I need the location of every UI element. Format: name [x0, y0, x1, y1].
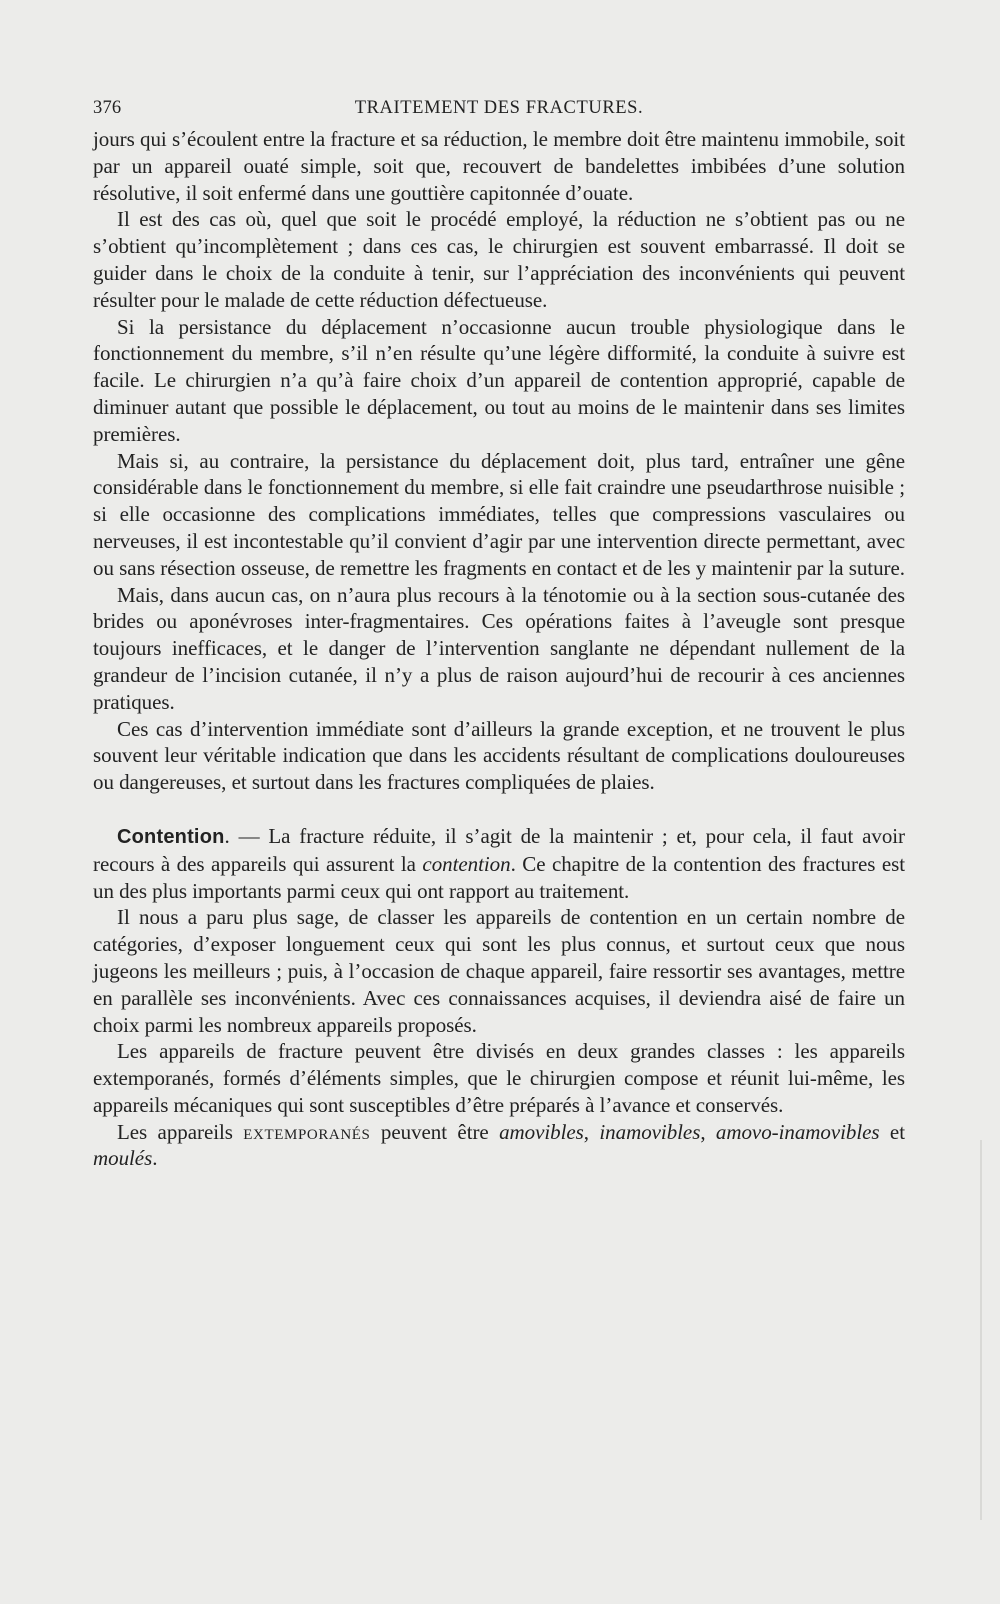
contention-intro-paragraph [93, 823, 905, 904]
body-paragraph: Ces cas d’intervention immédiate sont d’ailleurs la grande exception, et ne trouvent le plus souvent leur véritable indication que dans les accidents résultant de complications douloureuses ou dangereuses, et surtout dans les fractures compliquées de plaies. [93, 716, 905, 795]
italic-term: amovibles [499, 1119, 584, 1144]
running-title: TRAITEMENT DES FRACTURES. [354, 98, 644, 118]
body-paragraph: Il est des cas où, quel que soit le procédé employé, la réduction ne s’obtient pas ou ne s’obtient qu’incomplètement ; dans ces cas, le chirurgien est souvent embarrassé. Il doit se guider dans le choix de la conduite à tenir, sur l’appréciation des inconvénients qui peuvent résulter pour le malade de cette réduction défectueuse. [93, 207, 905, 312]
page-number: 376 [93, 98, 122, 118]
page-edge [980, 1140, 982, 1520]
final-text: peuvent être [370, 1119, 500, 1144]
italic-term: amovo-inamovibles [715, 1119, 880, 1144]
body-paragraph: Mais si, au contraire, la persistance du déplacement doit, plus tard, entraîner une gêne considérable dans le fonctionnement du membre, si elle fait craindre une pseudarthrose nuisible ; si elle occasionne des complications immédiates, telles que compressions vasculaires ou nerveuses, il est incontestable qu’il convient d’agir par une intervention directe permettant, avec ou sans résection osseuse, de remettre les fragments en contact et de les y maintenir par la suture. [93, 448, 905, 580]
final-paragraph [93, 1119, 905, 1173]
italic-term: inamovibles [599, 1119, 701, 1144]
intro-text: . Ce chapitre de la contention des fractures est un des plus importants parmi ceux qui ont rapport au traitement. [93, 851, 905, 903]
body-paragraph: Mais, dans aucun cas, on n’aura plus recours à la ténotomie ou à la section sous-cutanée des brides ou aponévroses inter-fragmentaires. Ces opérations faites à l’aveugle sont presque toujours inefficaces, et le danger de l’intervention sanglante ne dépendant nullement de la grandeur de l’incision cutanée, il n’y a plus de raison aujourd’hui de recourir à ces anciennes pratiques. [93, 582, 905, 714]
final-text: et [879, 1119, 905, 1144]
page-body [93, 126, 905, 1172]
body-paragraph: Il nous a paru plus sage, de classer les appareils de contention en un certain nombre de catégories, d’exposer longuement ceux qui sont les plus connus, et surtout ceux que nous jugeons les meilleurs ; puis, à l’occasion de chaque appareil, faire ressortir ses avantages, mettre en parallèle ses inconvénients. Avec ces connaissances acquises, il deviendra aisé de faire un choix parmi les nombreux appareils proposés. [93, 905, 905, 1037]
body-paragraph: Si la persistance du déplacement n’occasionne aucun trouble physiologique dans le fonctionnement du membre, s’il n’en résulte qu’une légère difformité, la conduite à suivre est facile. Le chirurgien n’a qu’à faire choix d’un appareil de contention approprié, capable de diminuer autant que possible le déplacement, ou tout au moins de le maintenir dans ses limites premières. [93, 314, 905, 446]
small-caps-term: extemporanés [243, 1119, 371, 1144]
body-paragraph: Les appareils de fracture peuvent être divisés en deux grandes classes : les appareils extemporanés, formés d’éléments simples, que le chirurgien compose et réunit lui-même, les appareils mécaniques qui sont susceptibles d’être préparés à l’avance et conservés. [93, 1039, 905, 1117]
italic-term: moulés [93, 1146, 153, 1171]
continued-paragraph: jours qui s’écoulent entre la fracture et sa réduction, le membre doit être maintenu immobile, soit par un appareil ouaté simple, soit que, recouvert de bandelettes imbibées d’une solution résolutive, il soit enfermé dans une gouttière capitonnée d’ouate. [93, 127, 905, 205]
comma: , [700, 1119, 716, 1144]
comma: , [583, 1119, 600, 1144]
final-text: Les appareils [117, 1119, 244, 1144]
page-header [93, 98, 905, 128]
section-gap [93, 796, 905, 823]
italic-term: contention [422, 851, 511, 876]
period: . [152, 1146, 158, 1171]
intro-text: . — La fracture réduite, il s’agit de la maintenir ; et, pour cela, il faut avoir recours à des appareils qui assurent la [93, 823, 905, 876]
section-heading: Contention [117, 825, 225, 848]
